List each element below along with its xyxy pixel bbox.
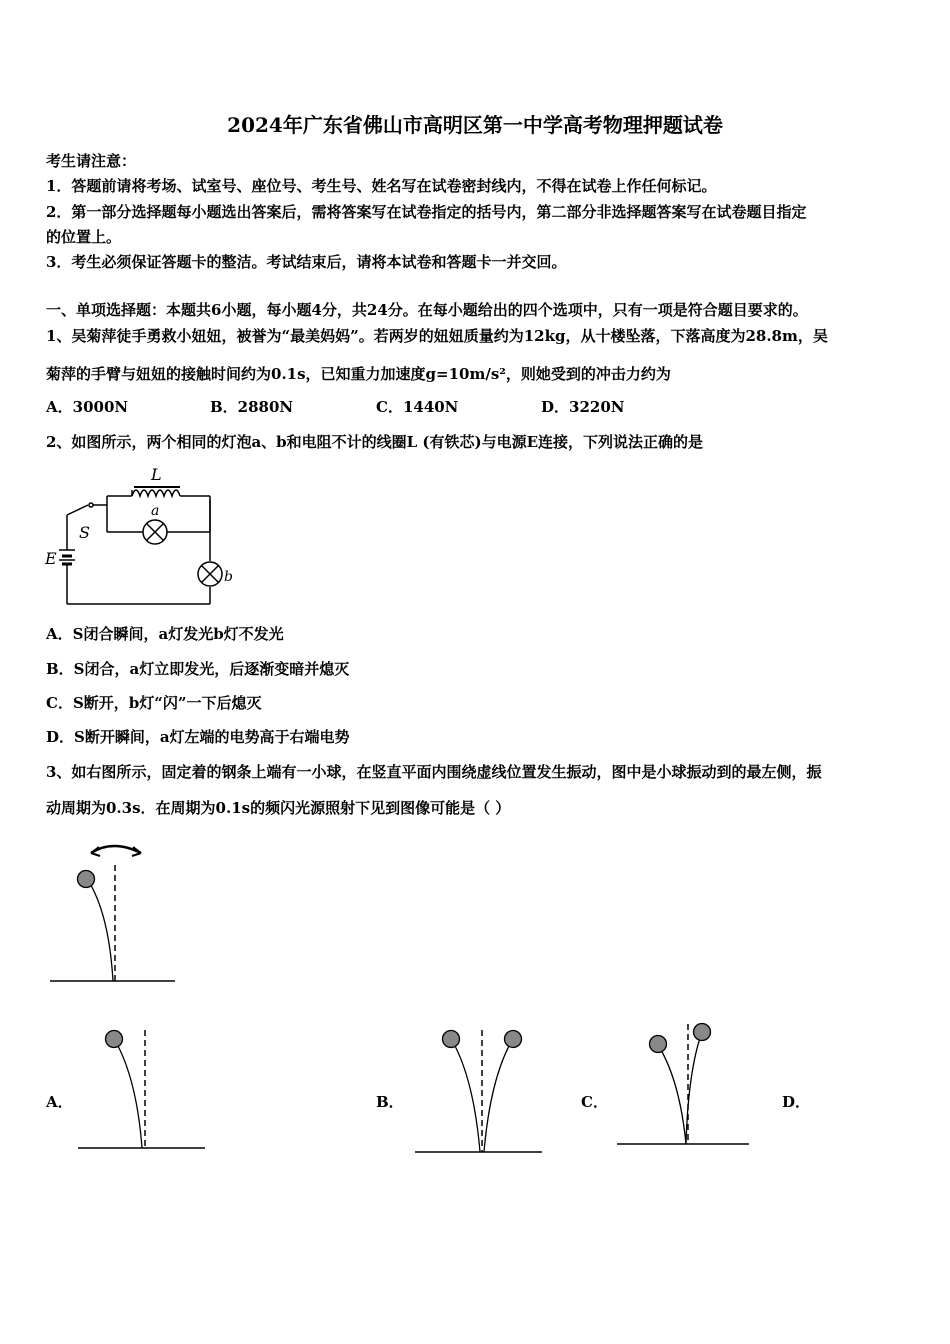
label-S: S: [79, 523, 90, 542]
q1-stem-line1: 1、吴菊萍徒手勇救小妞妞，被誉为“最美妈妈”。若两岁的妞妞质量约为12kg，从十楼坠落，下落高度为28.8m，吴: [46, 327, 828, 345]
q1-stem-line2: 菊萍的手臂与妞妞的接触时间约为0.1s，已知重力加速度g=10m/s²，则她受到的冲击力约为: [46, 365, 671, 383]
lamp-a-icon: [143, 520, 167, 544]
q2-option-c: C．S断开，b灯“闪”一下后熄灭: [46, 694, 262, 712]
q2-option-b: B．S闭合，a灯立即发光，后逐渐变暗并熄灭: [46, 660, 350, 678]
page-title: 2024年广东省佛山市高明区第一中学高考物理押题试卷: [227, 113, 723, 137]
circuit-diagram: [40, 460, 255, 610]
q2-option-a: A．S闭合瞬间，a灯发光b灯不发光: [46, 625, 284, 643]
lamp-b-icon: [198, 562, 222, 586]
q1-option-c: C．1440N: [376, 398, 459, 416]
q3-main-figure: [45, 835, 185, 990]
q3-option-a: A．: [46, 1093, 73, 1111]
notice-item-1: 1．答题前请将考场、试室号、座位号、考生号、姓名写在试卷密封线内，不得在试卷上作任何标记。: [46, 177, 717, 195]
label-L: L: [151, 465, 162, 484]
q3-option-b: B．: [376, 1093, 404, 1111]
section-heading: 一、单项选择题：本题共6小题，每小题4分，共24分。在每小题给出的四个选项中，只有一项是符合题目要求的。: [46, 301, 808, 319]
q3-option-c: C．: [581, 1093, 608, 1111]
notice-item-3: 3．考生必须保证答题卡的整洁。考试结束后，请将本试卷和答题卡一并交回。: [46, 253, 567, 271]
label-E: E: [45, 549, 57, 568]
q3-stem-line1: 3、如右图所示，固定着的钢条上端有一小球，在竖直平面内围绕虚线位置发生振动，图中是小球振动到的最左侧，振: [46, 763, 822, 781]
q3-figure-b: [412, 1022, 547, 1157]
q2-stem: 2、如图所示，两个相同的灯泡a、b和电阻不计的线圈L (有铁芯)与电源E连接，下列说法正确的是: [46, 433, 704, 451]
label-b: b: [224, 569, 233, 585]
q3-figure-a: [75, 1022, 210, 1152]
q3-stem-line2: 动周期为0.3s．在周期为0.1s的频闪光源照射下见到图像可能是（ ）: [46, 799, 511, 817]
q1-option-a: A．3000N: [46, 398, 129, 416]
notice-heading: 考生请注意：: [46, 152, 137, 170]
battery-symbol: [59, 550, 75, 564]
q1-option-d: D．3220N: [541, 398, 625, 416]
ball-icon: [78, 871, 95, 888]
notice-item-2-cont: 的位置上。: [46, 228, 122, 246]
notice-item-2: 2．第一部分选择题每小题选出答案后，需将答案写在试卷指定的括号内，第二部分非选择题答案写在试卷题目指定: [46, 203, 807, 221]
q1-option-b: B．2880N: [210, 398, 294, 416]
q3-option-d: D．: [782, 1093, 811, 1111]
label-a: a: [151, 503, 160, 519]
q3-figure-c: [614, 1016, 754, 1151]
q2-option-d: D．S断开瞬间，a灯左端的电势高于右端电势: [46, 728, 350, 746]
